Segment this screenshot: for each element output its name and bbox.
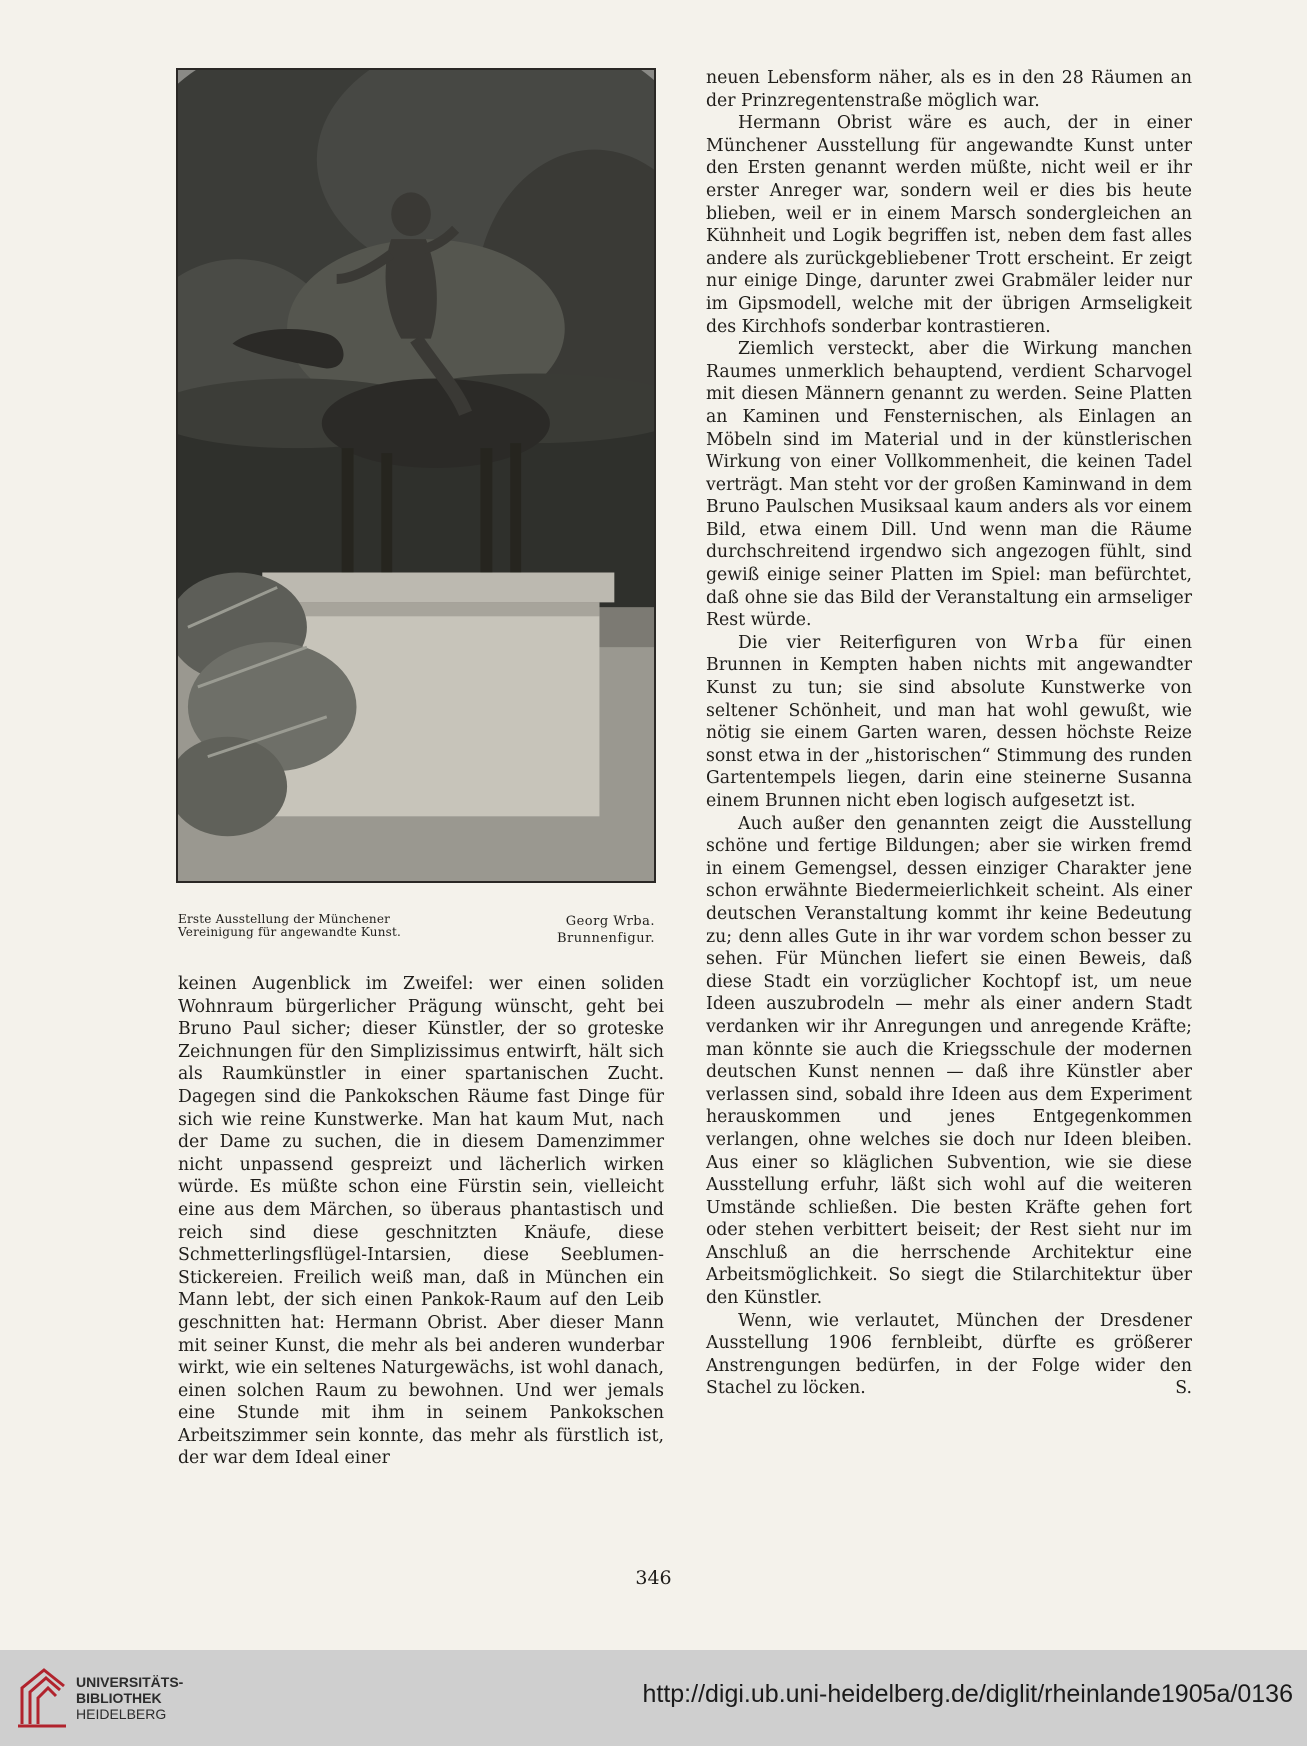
caption-left-line1: Erste Ausstellung der Münchener (178, 912, 391, 926)
right-text-column (706, 67, 1192, 1400)
left-paragraph-1: keinen Augenblick im Zweifel: wer einen soliden Wohnraum bürgerlicher Prägung wünscht, geht bei Bruno Paul sicher; dieser Künstler, der so groteske Zeichnungen für den Simplizissimus entwirft, hält sich als Raumkünstler in einer spartanischen Zucht. Dagegen sind die Pankokschen Räume fast Dinge für sich wie reine Kunstwerke. Man hat kaum Mut, nach der Dame zu suchen, die in diesem Damenzimmer nicht unpassend gespreizt und lächerlich wirken würde. Es müßte schon eine Fürstin sein, vielleicht eine aus dem Märchen, so überaus phantastisch und reich sind diese geschnitzten Knäufe, diese Schmetterlingsflügel-Intarsien, diese Seeblumen-Stickereien. Freilich weiß man, daß in München ein Mann lebt, der sich einen Pankok-Raum auf den Leib geschnitten hat: Hermann Obrist. Aber dieser Mann mit seiner Kunst, die mehr als bei anderen wunderbar wirkt, wie ein seltenes Naturgewächs, ist wohl danach, einen solchen Raum zu bewohnen. Und wer jemals eine Stunde mit ihm in seinem Pankokschen Arbeitszimmer sein konnte, das mehr als fürstlich ist, der war dem Ideal einer (178, 974, 664, 1469)
artist-name-wrba: Wrba (1025, 632, 1081, 653)
right-paragraph-5: Auch außer den genannten zeigt die Ausstellung schöne und fertige Bildungen; aber sie wirken fremd in einem Gemengsel, dessen einziger Charakter jene schon erwähnte Biedermeierlichkeit scheint. Als einer deutschen Veranstaltung kommt ihr keine Bedeutung zu; denn alles Gute in ihr war vordem schon besser zu sehen. Für München liefert sie einen Beweis, daß diese Stadt ein vorzüglicher Kochtopf ist, um neue Ideen auszubrodeln — mehr als einer andern Stadt verdanken wir ihr Anregungen und anregende Kräfte; man könnte sie auch die Kriegsschule der modernen deutschen Kunst nennen — daß ihre Künstler aber verlassen sind, sobald ihre Ideen aus dem Experiment herauskommen und jenes Entgegenkommen verlangen, ohne welches sie doch nur Ideen bleiben. Aus einer so kläglichen Subvention, wie sie diese Ausstellung erfuhr, läßt sich wohl auf die weiteren Umstände schließen. Die besten Kräfte gehen fort oder stehen verbittert beiseit; der Rest sieht nur im Anschluß an die herrschende Architektur eine Arbeitsmöglichkeit. So siegt die Stilarchitektur über den Künstler. (706, 813, 1192, 1309)
library-footer-bar (0, 1650, 1307, 1746)
right-paragraph-1: neuen Lebensform näher, als es in den 28 Räumen an der Prinzregentenstraße möglich war. (706, 68, 1192, 111)
right-paragraph-3: Ziemlich versteckt, aber die Wirkung manchen Raumes unmerklich behauptend, verdient Scharvogel mit diesen Männern genannt zu werden. Seine Platten an Kaminen und Fensternischen, als Einlagen an Möbeln sind im Material und in der künstlerischen Wirkung von einer Vollkommenheit, die keinen Tadel verträgt. Man steht vor der großen Kaminwand in dem Bruno Paulschen Musiksaal kaum anders als vor einem Bild, etwa einem Dill. Und wenn man die Räume durchschreitend irgendwo sich angezogen fühlt, sind gewiß einige seiner Platten im Spiel: man befürchtet, daß ohne sie das Bild der Veranstaltung ein armseliger Rest würde. (706, 339, 1192, 631)
library-name-line2: BIBLIOTHEK (76, 1690, 162, 1706)
caption-left-line2: Vereinigung für angewandte Kunst. (178, 925, 402, 939)
caption-right-line2: Brunnenfigur. (556, 931, 655, 946)
photo-illustration (178, 70, 654, 881)
left-text-column (178, 973, 664, 1470)
page-number: 346 (635, 1567, 672, 1589)
right-paragraph-2: Hermann Obrist wäre es auch, der in einer Münchener Ausstellung für angewandte Kunst unter den Ersten genannt werden müßte, nicht weil er ihr erster Anreger war, sondern weil er dies bis heute blieben, weil er in einem Marsch sondergleichen an Kühnheit und Logik begriffen ist, neben dem fast alles andere als zurückgebliebener Trott erscheint. Er zeigt nur einige Dinge, darunter zwei Grabmäler leider nur im Gipsmodell, welche mit der übrigen Armseligkeit des Kirchhofs sonderbar kontrastieren. (706, 113, 1192, 337)
source-url-link[interactable]: http://digi.ub.uni-heidelberg.de/diglit/rheinlande1905a/0136 (642, 1680, 1293, 1708)
library-name-line3: HEIDELBERG (76, 1706, 167, 1722)
right-paragraph-6-text: Wenn, wie verlautet, München der Dresdener Ausstellung 1906 fernbleibt, dürfte es größerer Anstrengungen bedürfen, in der Folge wider den Stachel zu löcken. (706, 1310, 1192, 1399)
photo-caption-right (520, 913, 655, 947)
right-paragraph-6 (706, 1310, 1192, 1400)
university-library-logo-icon (14, 1664, 70, 1732)
caption-right-line1: Georg Wrba. (565, 914, 655, 929)
right-paragraph-4-start: Die vier Reiterfiguren von (738, 632, 1007, 653)
right-paragraph-4-end: für einen Brunnen in Kempten haben nichts mit angewandter Kunst zu tun; sie sind absolute Kunstwerke von seltener Schönheit, und man hat wohl gewußt, wie nötig sie einem Garten waren, dessen höchste Reize sonst etwa in der „historischen“ Stimmung des runden Gartentempels liegen, darin eine steinerne Susanna einem Brunnen nicht eben logisch aufgesetzt ist. (706, 632, 1193, 811)
photo-fountain-figure (176, 68, 656, 883)
library-name (76, 1674, 183, 1722)
right-paragraph-4 (706, 632, 1192, 813)
author-signature: S. (1175, 1378, 1192, 1399)
library-name-line1: UNIVERSITÄTS- (76, 1674, 184, 1690)
photo-caption-left (178, 913, 468, 939)
